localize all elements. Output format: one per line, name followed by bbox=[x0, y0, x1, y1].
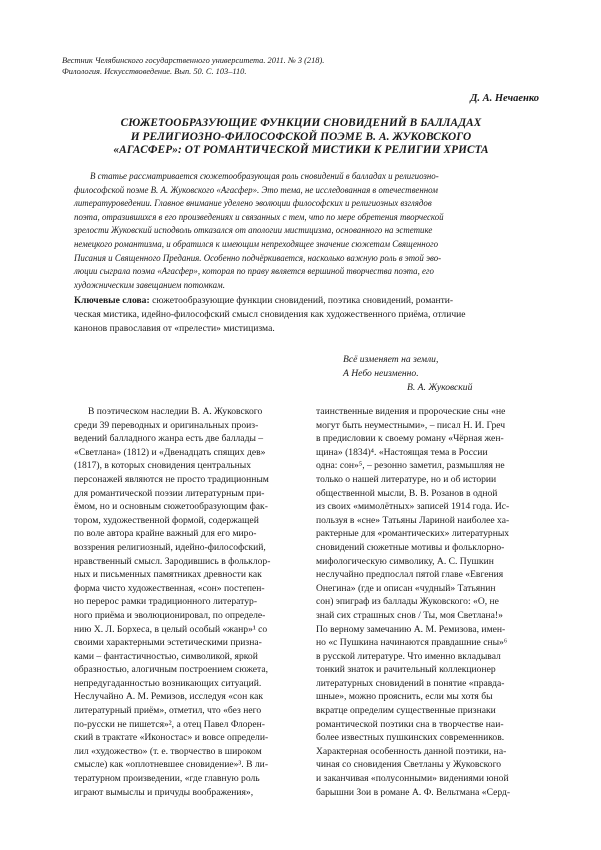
abstract-line: В статье рассматривается сюжетообразующая роль сновидений в балладах и религиозно- bbox=[90, 171, 439, 181]
body-line: лил «художество» (т. е. творчество в широком bbox=[74, 745, 262, 757]
body-line: одна: сон»⁵, – резонно заметил, размышляя не bbox=[316, 460, 505, 472]
body-line: неслучайно предпослал пятой главе «Евгения bbox=[316, 569, 504, 581]
body-line: (1817), в которых сновидения центральных bbox=[74, 460, 252, 472]
abstract bbox=[74, 170, 540, 292]
body-line: форма чисто художественная, «сон» постепен- bbox=[74, 582, 265, 594]
body-line: шные», можно прояснить, если мы хотя бы bbox=[316, 691, 493, 703]
body-line: ного приёма и эволюционировал, по определе- bbox=[74, 609, 266, 621]
title-line-3: «АГАСФЕР»: ОТ РОМАНТИЧЕСКОЙ МИСТИКИ К РЕЛИГИИ ХРИСТА bbox=[113, 144, 489, 156]
body-column-left bbox=[74, 405, 300, 799]
body-line: «Светлана» (1812) и «Двенадцать спящих дев» bbox=[74, 446, 266, 458]
body-line: общественной мысли, В. В. Розанов в одной bbox=[316, 487, 498, 499]
keywords-line: канонов православия от «прелести» мистицизма. bbox=[74, 323, 275, 334]
abstract-line: немецкого романтизма, и обратился к имеющим непреходящее значение сюжетам Священного bbox=[74, 238, 439, 249]
epigraph-line: Всё изменяет на земли, bbox=[343, 354, 439, 365]
body-line: сновидений сюжетные мотивы и фольклорно- bbox=[316, 541, 505, 553]
abstract-line: поэта, отразившихся в его произведениях и связанных с тем, что по мере обретения творческой bbox=[74, 211, 444, 222]
body-line: в русской литературе. Что именно вкладывал bbox=[316, 650, 501, 662]
body-line: В поэтическом наследии В. А. Жуковского bbox=[88, 406, 263, 417]
body-line: играют вымыслы и причуды воображения», bbox=[74, 786, 254, 798]
keywords bbox=[74, 294, 544, 336]
body-column-right bbox=[316, 405, 542, 799]
body-line: романтической поэтики сна в творчестве наи- bbox=[316, 718, 504, 730]
body-line: литературных сновидений в понятие «правда- bbox=[316, 677, 505, 689]
body-line: более известных пушкинских современников. bbox=[316, 732, 505, 744]
body-line: барышни Зои в романе А. Ф. Вельтмана «Серд- bbox=[316, 786, 511, 798]
body-line: но «с Пушкина начинаются правдашние сны»⁶ bbox=[316, 637, 508, 649]
body-line: По верному замечанию А. М. Ремизова, имен- bbox=[316, 623, 506, 635]
author-name: Д. А. Нечаенко bbox=[470, 93, 539, 104]
body-line: Характерная особенность данной поэтики, на- bbox=[316, 745, 507, 757]
body-line: ский в трактате «Иконостас» и вовсе определи- bbox=[74, 732, 269, 744]
body-line: могут быть неуместными», – писал Н. И. Греч bbox=[316, 419, 506, 431]
body-line: смысле) как «оплотневшее сновидение»³. В ли- bbox=[74, 759, 269, 771]
body-line: персонажей являются не просто традиционным bbox=[74, 473, 269, 485]
body-line: в предисловии к своему роману «Чёрная жен- bbox=[316, 433, 504, 445]
abstract-line: люции сыграла поэма «Агасфер», которая по праву является вершиной творчества поэта, его bbox=[74, 266, 434, 277]
title-line-1: СЮЖЕТООБРАЗУЮЩИЕ ФУНКЦИИ СНОВИДЕНИЙ В БАЛЛАДАХ bbox=[120, 117, 482, 129]
body-line: тором, художественной формой, содержащей bbox=[74, 514, 259, 526]
body-line: своими характерными эстетическими призна- bbox=[74, 637, 262, 649]
epigraph bbox=[343, 353, 543, 394]
body-line: ных и письменных памятниках древности как bbox=[74, 569, 262, 581]
body-line: воззрения религиозный, идейно-философский, bbox=[74, 541, 266, 553]
body-line: по воле автора крайне важный для его миро- bbox=[74, 528, 257, 540]
body-line: чиная со сновидения Светланы у Жуковского bbox=[316, 759, 502, 771]
body-line: литературный приём», отметил, что «без него bbox=[74, 705, 262, 717]
body-line: непредугаданностью возникающих ситуаций. bbox=[74, 677, 262, 689]
body-line: ёмом, но и основным сюжетообразующим фак- bbox=[74, 501, 268, 513]
body-line: вкратце определим существенные признаки bbox=[316, 705, 496, 717]
body-line: щина» (1834)⁴. «Настоящая тема в России bbox=[316, 446, 488, 458]
body-line: для романтической поэзии литературным при- bbox=[74, 487, 265, 499]
body-line: тературном произведении, «где главную роль bbox=[74, 773, 260, 785]
body-line: но перерос рамки традиционного литератур- bbox=[74, 596, 258, 608]
body-line: Неслучайно А. М. Ремизов, исследуя «сон как bbox=[74, 691, 264, 703]
body-line: таинственные видения и пророческие сны «не bbox=[316, 406, 506, 417]
body-line: нравственный смысл. Зародившись в фольклор- bbox=[74, 555, 271, 567]
body-line: знай сих страшных снов / Ты, моя Светлана!» bbox=[316, 609, 503, 621]
body-line: образностью, алогичным построением сюжета, bbox=[74, 664, 268, 676]
body-line: сон) эпиграф из баллады Жуковского: «О, не bbox=[316, 596, 499, 608]
journal-header bbox=[62, 55, 542, 77]
body-line: тонкий знаток и рачительный коллекционер bbox=[316, 664, 496, 676]
abstract-line: художническим завещанием потомкам. bbox=[74, 279, 225, 290]
title-line-2: И РЕЛИГИОЗНО-ФИЛОСОФСКОЙ ПОЭМЕ В. А. ЖУКОВСКОГО bbox=[130, 130, 472, 143]
journal-line-2: Филология. Искусствоведение. Вып. 50. С. 103–110. bbox=[62, 67, 247, 76]
body-line: и заканчивая «полусонными» видениями юной bbox=[316, 773, 509, 785]
body-line: только о нашей литературе, но и об истории bbox=[316, 473, 497, 485]
keywords-text: сюжетообразующие функции сновидений, поэтика сновидений, романти- bbox=[149, 295, 454, 306]
body-line: нию Х. Л. Борхеса, в целый особый «жанр»¹ со bbox=[74, 623, 268, 635]
abstract-line: зрелости Жуковский исподволь отказался от апологии мистицизма, основанного на эстетике bbox=[74, 225, 433, 236]
body-line: Онегина» (где и описан «чудный» Татьянин bbox=[316, 582, 496, 594]
body-line: ведений балладного жанра есть две баллады – bbox=[74, 433, 264, 445]
keywords-label: Ключевые слова: bbox=[74, 295, 150, 306]
body-line: из своих «мимолётных» записей 1914 года. Ис- bbox=[316, 501, 510, 513]
body-line: по-русски не пишется»², а отец Павел Флорен- bbox=[74, 718, 265, 730]
epigraph-line: А Небо неизменно. bbox=[343, 367, 419, 379]
body-line: среди 39 переводных и оригинальных произ- bbox=[74, 419, 259, 431]
abstract-line: философской поэме В. А. Жуковского «Агасфер». Это тема, не исследованная в отечественном bbox=[74, 184, 438, 195]
body-line: пользуя в «сне» Татьяны Лариной наиболее ха- bbox=[316, 514, 510, 526]
body-line: мифологическую символику, А. С. Пушкин bbox=[316, 555, 494, 567]
journal-line-1: Вестник Челябинского государственного университета. 2011. № 3 (218). bbox=[62, 56, 325, 65]
epigraph-signature: В. А. Жуковский bbox=[407, 381, 473, 393]
body-line: рактерные для «романтических» литературных bbox=[316, 528, 510, 540]
abstract-line: Писания и Священного Предания. Особенно подчёркивается, насколько важную роль в этой эво- bbox=[74, 252, 442, 263]
article-title bbox=[62, 117, 540, 158]
keywords-line: ческая мистика, идейно-философский смысл сновидения как художественного приёма, отличие bbox=[74, 309, 466, 320]
abstract-line: литературоведении. Главное внимание уделено эволюции философских и религиозных взглядов bbox=[74, 198, 432, 209]
body-line: ками – фантастичностью, символикой, яркой bbox=[74, 650, 258, 662]
